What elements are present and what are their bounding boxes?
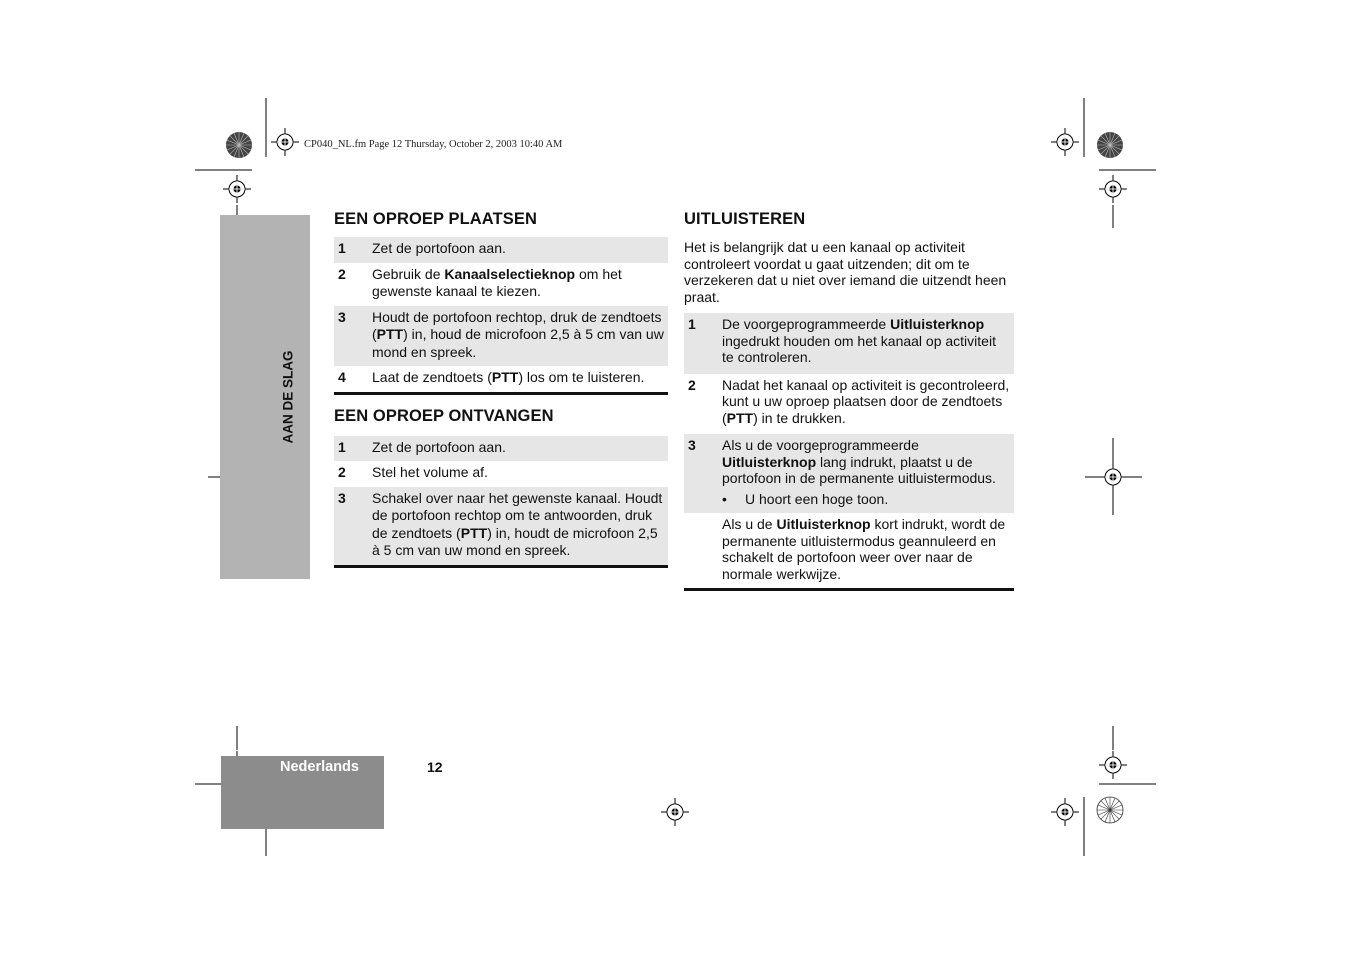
- step-number: 3: [334, 306, 368, 367]
- page-number: 12: [427, 759, 443, 775]
- left-column: [334, 210, 668, 568]
- section-title-uitluisteren: UITLUISTEREN: [684, 210, 806, 228]
- section-title-plaatsen: EEN OPROEP PLAATSEN: [334, 210, 537, 228]
- step-text: Als u de voorgeprogrammeerde Uitluisterknop lang indrukt, plaatst u de portofoon in de permanente uitluistermodus. • U hoort een hoge toon.: [718, 434, 1014, 513]
- control-name: Uitluisterknop: [890, 316, 985, 332]
- step-row: [334, 436, 668, 462]
- control-name: PTT: [726, 409, 754, 426]
- step-text: Stel het volume af.: [372, 464, 488, 480]
- step-row: [334, 237, 668, 263]
- step-number: 1: [334, 237, 368, 263]
- step-text: Zet de portofoon aan.: [368, 436, 668, 462]
- right-column: [684, 210, 1014, 591]
- section-rule: [684, 588, 1014, 591]
- step-number: 1: [684, 313, 718, 374]
- footer-language: Nederlands: [280, 759, 359, 775]
- control-name: Uitluisterknop: [776, 516, 871, 532]
- step-row: [334, 306, 668, 367]
- bullet-text: U hoort een hoge toon.: [745, 490, 889, 507]
- note-text: Als u de Uitluisterknop kort indrukt, wordt de permanente uitluistermodus geannuleerd en schakelt de portofoon weer over naar de normale werkwijze.: [722, 516, 1006, 582]
- file-info-header: CP040_NL.fm Page 12 Thursday, October 2, 2003 10:40 AM: [304, 139, 563, 150]
- step-row: [684, 374, 1014, 435]
- step-row: [334, 487, 668, 565]
- control-name: PTT: [460, 524, 488, 541]
- step-text: Gebruik de Kanaalselectieknop om het gewenste kanaal te kiezen.: [372, 265, 622, 299]
- step-row: [334, 366, 668, 392]
- control-name: PTT: [491, 369, 519, 385]
- section-rule: [334, 392, 668, 395]
- steps-uitluisteren: [684, 313, 1014, 588]
- step-number: 2: [338, 265, 346, 282]
- steps-ontvangen: [334, 436, 668, 565]
- step-text: Houdt de portofoon rechtop, druk de zendtoets (PTT) in, houd de microfoon 2,5 à 5 cm van uw mond en spreek.: [368, 306, 668, 367]
- bullet-item: [722, 491, 1010, 508]
- side-tab: [220, 215, 310, 579]
- side-tab-label: AAN DE SLAG: [280, 350, 296, 444]
- step-text: De voorgeprogrammeerde Uitluisterknop ingedrukt houden om het kanaal op activiteit te controleren.: [718, 313, 1014, 374]
- section-title-ontvangen: EEN OPROEP ONTVANGEN: [334, 406, 554, 425]
- intro-paragraph: Het is belangrijk dat u een kanaal op activiteit controleert voordat u gaat uitzenden; dit om te verzekeren dat u niet over iemand die uitzendt heen praat.: [684, 239, 1007, 305]
- control-name: Kanaalselectieknop: [444, 265, 576, 282]
- note-row: [684, 513, 1014, 588]
- step-number: 3: [684, 434, 718, 513]
- step-text: Nadat het kanaal op activiteit is gecontroleerd, kunt u uw oproep plaatsen door de zendtoets (PTT) in te drukken.: [722, 376, 1010, 426]
- control-name: PTT: [376, 326, 404, 342]
- step-row: [334, 461, 668, 487]
- step-number: 1: [334, 436, 368, 462]
- section-rule: [334, 565, 668, 568]
- step-number: 2: [688, 376, 696, 393]
- control-name: Uitluisterknop: [722, 453, 817, 470]
- steps-plaatsen: [334, 237, 668, 392]
- step-number: 4: [338, 369, 346, 385]
- step-text: Laat de zendtoets (PTT) los om te luisteren.: [372, 369, 645, 385]
- step-row: [334, 263, 668, 306]
- step-number: 3: [334, 487, 368, 565]
- step-row: [684, 313, 1014, 374]
- step-number: 2: [338, 464, 346, 480]
- step-text: Zet de portofoon aan.: [368, 237, 668, 263]
- step-text: Schakel over naar het gewenste kanaal. Houdt de portofoon rechtop om te antwoorden, druk de zendtoets (PTT) in, houdt de microfoon 2,5 à 5 cm van uw mond en spreek.: [368, 487, 668, 565]
- step-row: [684, 434, 1014, 513]
- bullet-icon: •: [722, 490, 727, 507]
